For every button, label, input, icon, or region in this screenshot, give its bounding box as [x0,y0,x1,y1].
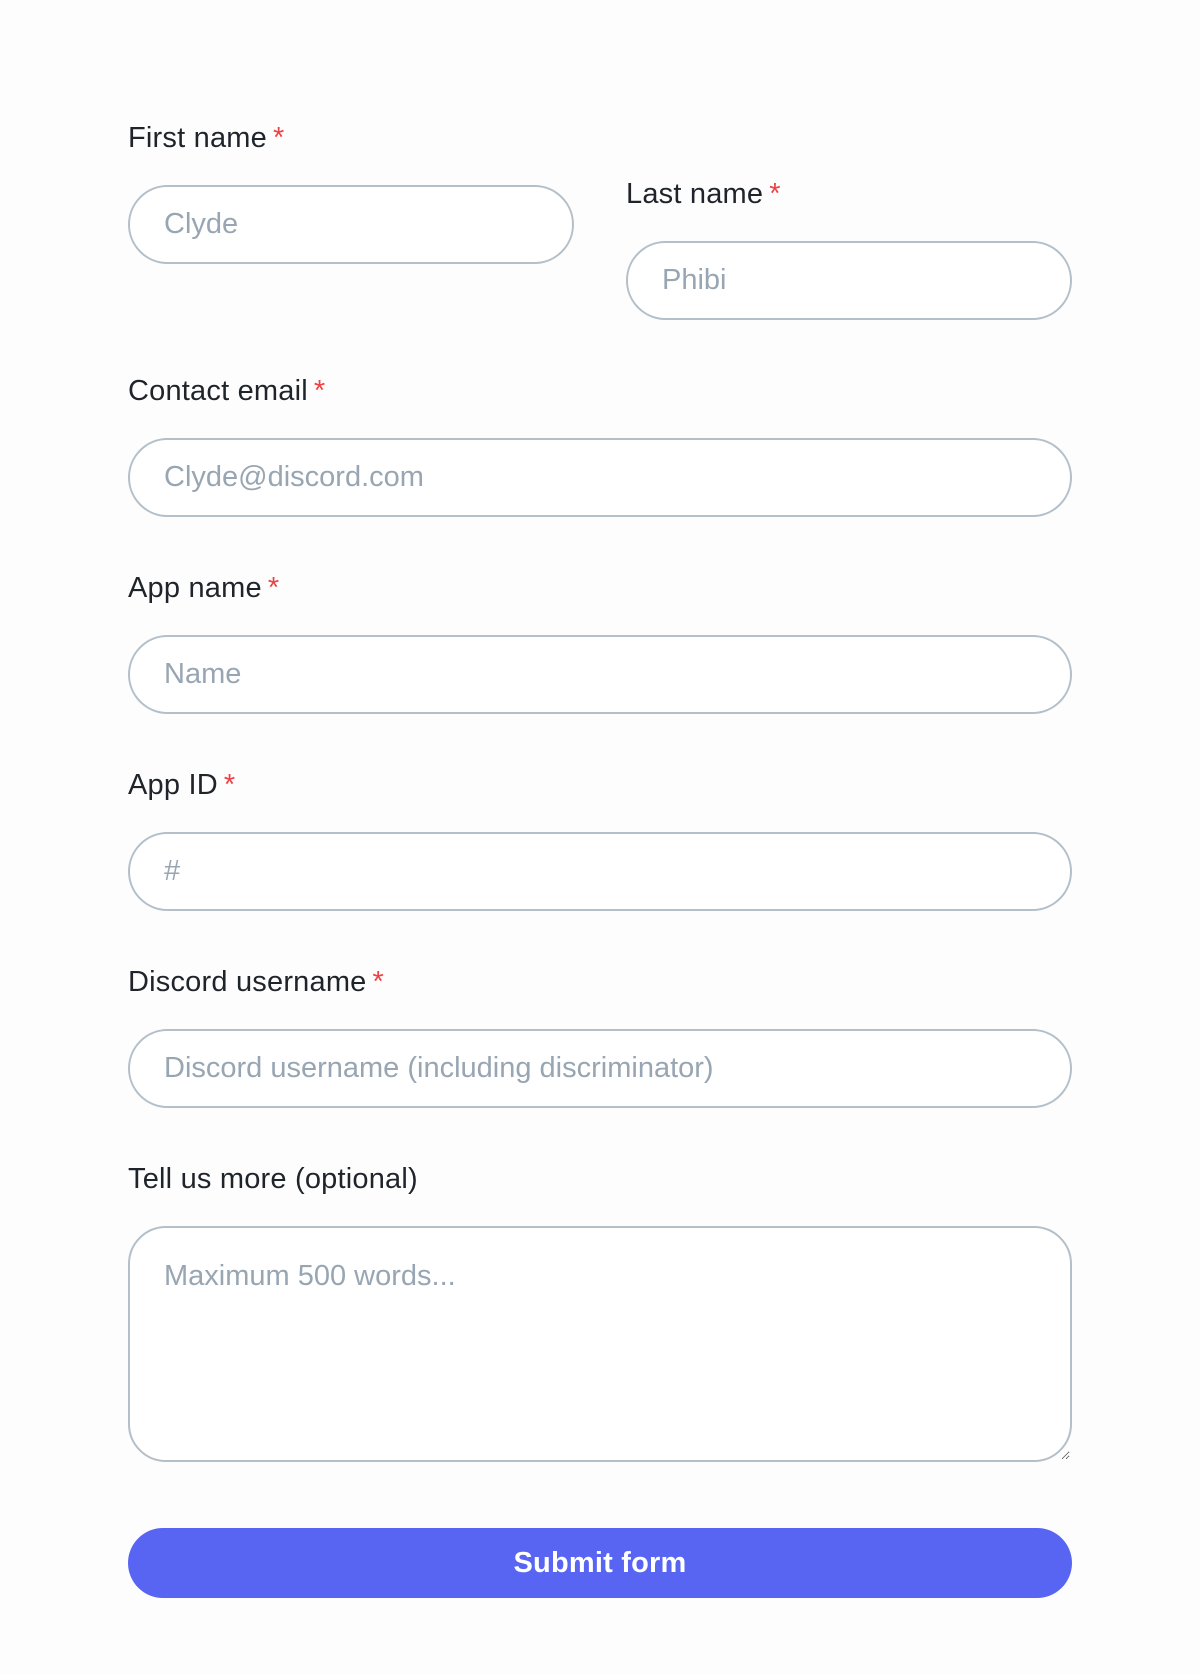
contact-email-input[interactable] [128,438,1072,517]
required-asterisk: * [372,966,385,998]
tell-us-more-label [128,1164,1072,1194]
tell-us-more-textarea[interactable] [128,1226,1072,1462]
app-id-label [128,770,1072,800]
required-asterisk: * [272,122,285,154]
app-name-label-text: App name [128,572,262,604]
discord-username-label-text: Discord username [128,966,367,998]
name-fields-row [128,123,1072,320]
first-name-label [128,123,574,153]
app-id-label-text: App ID [128,769,218,801]
contact-email-group [128,376,1072,517]
first-name-label-text: First name [128,122,267,154]
tell-us-more-group [128,1164,1072,1462]
app-id-input[interactable] [128,832,1072,911]
required-asterisk: * [267,572,280,604]
app-id-group [128,770,1072,911]
last-name-input[interactable] [626,241,1072,320]
last-name-label [626,179,1072,209]
app-name-group [128,573,1072,714]
submit-form-button[interactable]: Submit form [128,1528,1072,1598]
first-name-group [128,123,574,320]
discord-username-input[interactable] [128,1029,1072,1108]
tell-us-more-label-text: Tell us more (optional) [128,1163,418,1195]
required-asterisk: * [223,769,236,801]
contact-email-label [128,376,1072,406]
app-name-input[interactable] [128,635,1072,714]
first-name-input[interactable] [128,185,574,264]
last-name-group [626,179,1072,320]
contact-email-label-text: Contact email [128,375,308,407]
discord-username-label [128,967,1072,997]
app-name-label [128,573,1072,603]
discord-username-group [128,967,1072,1108]
last-name-label-text: Last name [626,178,764,210]
required-asterisk: * [769,178,781,210]
app-submission-form [128,123,1072,1598]
required-asterisk: * [313,375,326,407]
